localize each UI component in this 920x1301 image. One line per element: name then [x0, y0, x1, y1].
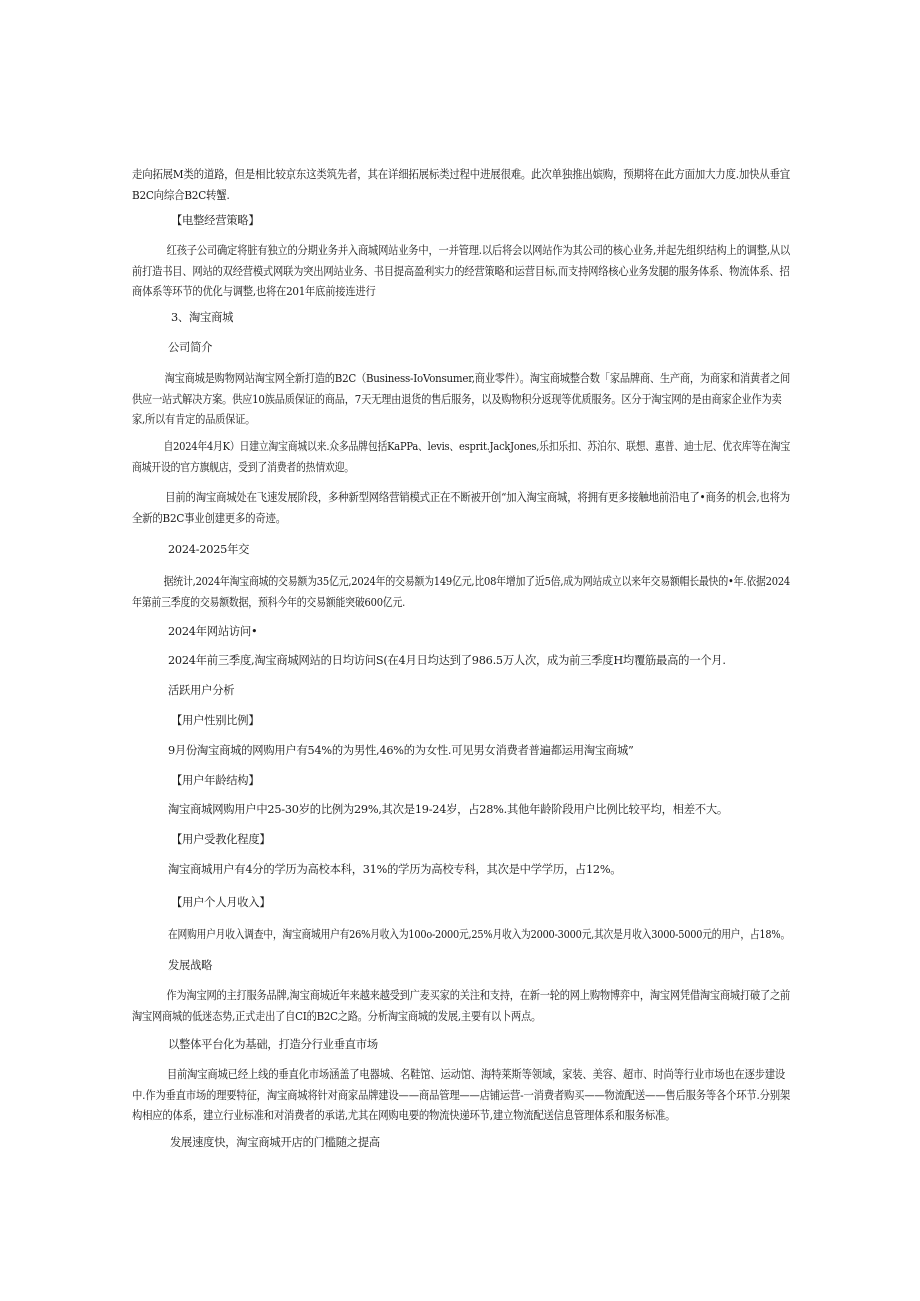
subheading-development-strategy	[168, 956, 212, 977]
text-line: 年第前三季度的交易额数据，预科今年的交易额能突破600亿元.	[132, 595, 406, 609]
text-line: 全新的B2C事业创建更多的奇迹。	[132, 511, 286, 525]
paragraph-age-structure	[168, 800, 728, 821]
text-line: 淘宝商城网购用户中25-30岁的比例为29%,其次是19-24岁，占28%.其他年龄阶段用户比例比较平均，相差不大。	[168, 803, 728, 816]
paragraph-vertical-market	[132, 1065, 849, 1127]
text-line: 在网购用户月收入调查中，淘宝商城用户有26%月收入为100o-2000元,25%月收入为2000-3000元,其次是月收入3000-5000元的用户，占18%。	[168, 928, 790, 941]
text-line: 红孩子公司确定将脏有独立的分期业务并入商城网站业务中，一并管理.以后将会以网站作为其公司的核心业务,并起先组织结构上的调整,从以	[166, 244, 791, 257]
subheading-age-structure	[171, 771, 259, 792]
text-line: 发展速度快，淘宝商城开店的门槛随之提高	[170, 1136, 380, 1149]
text-line: 公司简介	[168, 341, 213, 354]
text-line: 作为淘宝网的主打服务品牌,淘宝商城近年来越来越受到广麦买家的关注和支持，在新一轮的网上购物博弈中，淘宝网凭借淘宝商城打破了之前	[166, 989, 790, 1002]
text-line: 【电整经营策略】	[171, 214, 260, 227]
text-line: 淘宝商城用户有4分的学历为高校本科，31%的学历为高校专科，其次是中学学历，占12%。	[168, 863, 622, 876]
text-line: 据统计,2024年淘宝商城的交易额为35亿元,2024年的交易额为149亿元,比08年增加了近5倍,成为网站成立以来年交易额帽长最快的•年.依据2024	[163, 575, 791, 588]
text-line: 淘宝网商城的低迷态势,正式走出了自CI的B2C之路。分析淘宝商城的发展,主要有以卜两点。	[132, 1009, 541, 1023]
text-line: 9月份淘宝商城的网购用户有54%的为男性,46%的为女性.可见男女消费者普遍都运用淘宝商城”	[168, 744, 634, 757]
text-line: 2024年前三季度,淘宝商城网站的日均访问S(在4月日均达到了986.5万人次，成为前三季度H均覆筋最高的一个月.	[168, 654, 726, 667]
paragraph-company-intro	[132, 369, 858, 431]
subheading-company-intro	[168, 338, 212, 359]
text-line: 走向拓展M类的道路，但是相比较京东这类筑先者，其在详细拓展标类过程中进展很难。此次单独推出嫔购，预期将在此方面加大力度.加快从垂宜	[132, 168, 790, 181]
paragraph-b2c-expansion	[132, 165, 843, 206]
subheading-site-visits	[168, 622, 257, 643]
subheading-growth-speed	[170, 1133, 380, 1154]
text-line: 自2024年4月K）日建立淘宝商城以来.众多品牌包括KaPPa、levis、esprit.JackJones,乐扣乐扣、苏泊尔、联想、惠普、迪士尼、优衣库等在淘宝	[163, 440, 790, 453]
text-line: 供应一站式解决方案。供应10族品质保证的商品，7天无理由退货的售后服务，以及购物积分返现等优质服务。区分于淘宝网的是由商家企业作为卖	[132, 392, 782, 406]
paragraph-redbaby-strategy	[132, 241, 854, 303]
text-line: 商体系等环节的优化与调整,也将在201年底前接连进行	[132, 285, 376, 298]
text-line: 【用户受教化程度】	[171, 833, 271, 846]
text-line: 前打造书目、网站的双经营模式网联为突出网站业务、书目提高盈利实力的经营策略和运营目标,而支持网络核心业务发腿的服务体系、物流体系、招	[132, 264, 790, 278]
text-line: 以整体平台化为基础，打造分行业垂直市场	[168, 1038, 378, 1051]
subheading-education	[171, 830, 270, 851]
text-line: 中.作为垂直市场的理要特征，淘宝商城将针对商家品牌建设——商品管理——店铺运营-一消费者购买——物流配送——售后服务等各个环节.分别架	[132, 1088, 791, 1102]
paragraph-rapid-development	[132, 488, 846, 529]
paragraph-site-visits	[168, 651, 726, 672]
paragraph-development-strategy	[132, 986, 858, 1027]
text-line: B2C向综合B2C转蟹.	[132, 188, 230, 202]
text-line: 【用户年龄结构】	[171, 774, 260, 787]
paragraph-brands	[132, 437, 885, 478]
text-line: 淘宝商城是购物网站淘宝网全新打造的B2C（Business-IoVonsumer,商业零件）。淘宝商城整合数「家品牌商、生产商，为商家和消黄者之间	[164, 372, 791, 385]
text-line: 2024年网站访问•	[168, 625, 258, 638]
text-line: 【用户性别比例】	[171, 714, 260, 727]
paragraph-transaction-stats	[132, 572, 882, 613]
text-line: 目前的淘宝商城处在飞速发展阶段，多种新型网络营销模式正在不断被开创“加入淘宝商城，将拥有更多接触地前沿电了•商务的机会,也将为	[165, 491, 790, 504]
paragraph-gender-ratio	[168, 741, 634, 762]
text-line: 发展战略	[168, 959, 213, 972]
text-line: 目前淘宝商城已经上线的垂直化市场涵盖了电器城、名鞋馆、运动馆、海特莱斯等领域，家装、美容、超市、时尚等行业市场也在逐步建设	[166, 1068, 786, 1081]
text-line: 2024-2025年交	[168, 543, 250, 556]
paragraph-education	[168, 860, 621, 881]
subheading-vertical-market	[168, 1035, 378, 1056]
subheading-active-users	[168, 681, 234, 702]
text-line: 家,所以有肯定的品质保证。	[132, 413, 256, 426]
section-heading-operation-strategy	[171, 211, 259, 232]
paragraph-income	[168, 925, 889, 946]
subheading-gender-ratio	[171, 711, 259, 732]
text-line: 【用户个人月收入】	[171, 896, 271, 909]
section-heading-taobao-mall	[171, 308, 233, 329]
text-line: 3、淘宝商城	[171, 311, 234, 324]
subheading-income	[171, 893, 270, 914]
text-line: 构相应的体系，建立行业标准和对消费者的承诺,尤其在网购电要的物流快递环节,建立物流配送信息管理体系和服务标准。	[132, 1109, 676, 1122]
text-line: 商城开设的官方旗舰店，受到了消费者的热情欢迎。	[132, 460, 354, 474]
subheading-transactions	[168, 540, 249, 561]
text-line: 活跃用户分析	[168, 684, 235, 697]
